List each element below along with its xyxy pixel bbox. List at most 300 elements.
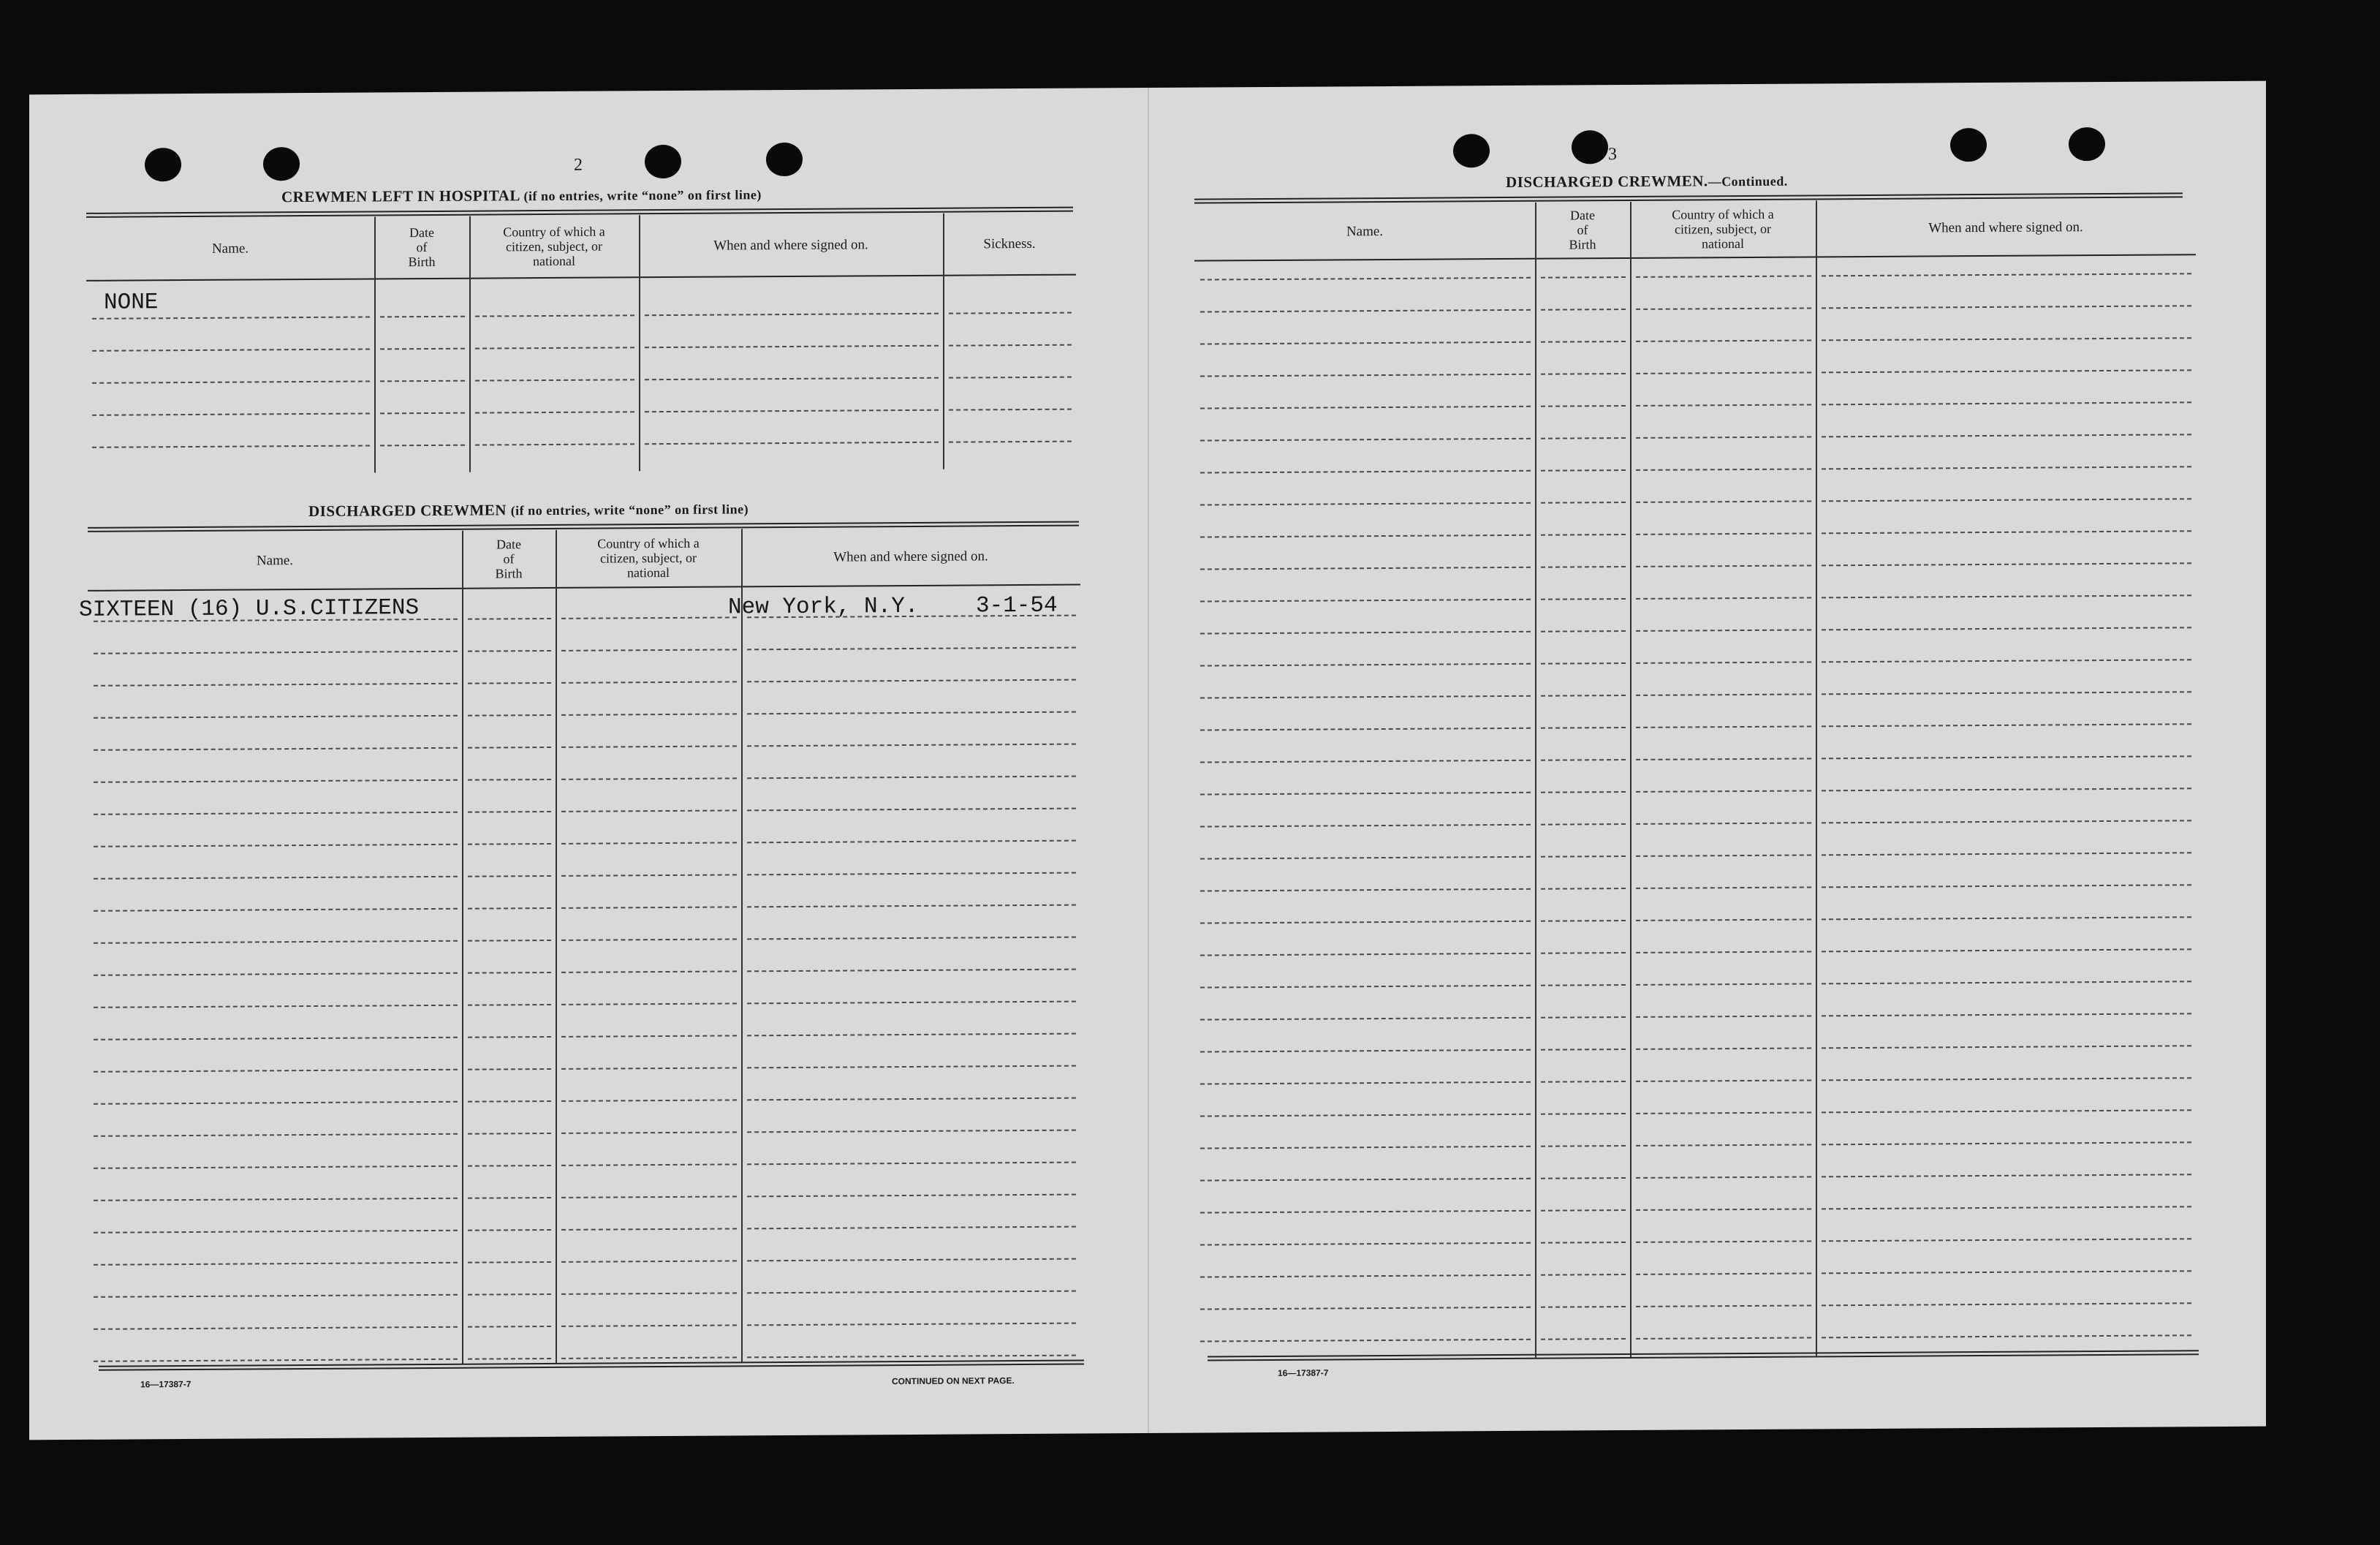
punch-hole — [645, 145, 681, 178]
ruled-line — [1636, 564, 1811, 567]
ruled-line — [1636, 918, 1811, 921]
ruled-line — [1541, 1113, 1626, 1115]
ruled-line — [1200, 1242, 1531, 1246]
ruled-line — [1636, 597, 1811, 599]
ruled-line — [1541, 534, 1626, 536]
ruled-line — [1541, 662, 1626, 665]
ruled-line — [1822, 981, 2191, 984]
hospital-table — [86, 213, 1076, 475]
ruled-line — [94, 1294, 458, 1298]
ruled-line — [561, 745, 737, 747]
ruled-line — [1541, 1274, 1626, 1276]
ruled-line — [1541, 341, 1626, 343]
ruled-line — [475, 314, 634, 317]
ruled-line — [1200, 470, 1531, 474]
ruled-line — [468, 1293, 551, 1296]
ruled-line — [1636, 500, 1811, 502]
discharged-table — [88, 527, 1080, 1367]
ruled-line — [94, 1230, 458, 1234]
ruled-line — [1636, 1111, 1811, 1114]
ruled-line — [1541, 952, 1626, 954]
ruled-line — [1541, 1306, 1626, 1308]
ruled-line — [1636, 1208, 1811, 1210]
ruled-line — [1200, 695, 1531, 699]
ruled-line — [1541, 1049, 1626, 1051]
ruled-line — [94, 651, 458, 654]
ruled-line — [1200, 921, 1531, 924]
column-header: Country of which a citizen, subject, or national — [597, 535, 700, 581]
ruled-line — [1822, 787, 2191, 791]
ruled-line — [1822, 369, 2191, 373]
column-divider — [462, 531, 463, 1364]
ruled-line — [1541, 888, 1626, 890]
ruled-line — [1541, 1145, 1626, 1147]
ruled-line — [561, 681, 737, 683]
ruled-line — [561, 1292, 737, 1294]
ruled-line — [94, 1037, 458, 1040]
ruled-line — [1822, 1238, 2191, 1242]
ruled-line — [1200, 1339, 1531, 1342]
ruled-line — [747, 1033, 1076, 1037]
ruled-line — [1822, 466, 2191, 469]
column-header: Country of which a citizen, subject, or national — [503, 224, 605, 269]
ruled-line — [380, 412, 465, 415]
column-header: Name. — [256, 552, 294, 568]
column-header: Country of which a citizen, subject, or national — [1672, 206, 1774, 252]
ruled-line — [468, 682, 551, 684]
ruled-line — [1822, 337, 2191, 341]
discharged-section-title: DISCHARGED CREWMEN (if no entries, write “none” on first line) — [308, 501, 749, 521]
punch-hole — [2069, 127, 2105, 161]
ruled-line — [380, 348, 465, 350]
ruled-line — [1541, 1242, 1626, 1244]
punch-hole — [766, 143, 803, 176]
ruled-line — [92, 380, 370, 383]
punch-hole — [145, 148, 181, 181]
column-divider — [1535, 203, 1536, 1358]
ruled-line — [1200, 663, 1531, 667]
ruled-line — [561, 713, 737, 715]
ruled-line — [1636, 275, 1811, 277]
ruled-line — [92, 348, 370, 351]
ruled-line — [1822, 691, 2191, 695]
ruled-line — [1636, 371, 1811, 374]
ruled-line — [561, 874, 737, 876]
ruled-line — [1636, 307, 1811, 309]
ruled-line — [1636, 339, 1811, 341]
ruled-line — [561, 1131, 737, 1133]
page-number: 2 — [574, 155, 583, 175]
ruled-line — [1822, 273, 2191, 276]
ruled-line — [1541, 920, 1626, 922]
discharged-continued-title: DISCHARGED CREWMEN.—Continued. — [1506, 172, 1788, 192]
ruled-line — [1200, 1210, 1531, 1214]
ruled-line — [1636, 886, 1811, 888]
ruled-line — [1541, 469, 1626, 472]
ruled-line — [747, 647, 1076, 651]
ruled-line — [561, 1035, 737, 1037]
ruled-line — [1822, 884, 2191, 888]
column-header: When and where signed on. — [713, 236, 868, 254]
ruled-line — [1822, 434, 2191, 437]
discharged-entry-place: New York, N.Y. — [728, 593, 919, 621]
ruled-line — [1541, 727, 1626, 729]
ruled-line — [561, 616, 737, 619]
ruled-line — [747, 1098, 1076, 1101]
ruled-line — [1200, 1081, 1531, 1085]
ruled-line — [94, 972, 458, 976]
ruled-line — [747, 1355, 1076, 1359]
ruled-line — [1636, 758, 1811, 760]
ruled-line — [94, 779, 458, 783]
ruled-line — [1822, 916, 2191, 920]
ruled-line — [1541, 1081, 1626, 1083]
ruled-line — [561, 1067, 737, 1069]
ruled-line — [1541, 791, 1626, 793]
punch-hole — [1572, 130, 1608, 164]
ruled-line — [468, 1358, 551, 1360]
ruled-line — [1822, 1270, 2191, 1274]
ruled-line — [1636, 1240, 1811, 1242]
ruled-line — [1200, 599, 1531, 602]
ruled-line — [1541, 823, 1626, 826]
ruled-line — [1636, 790, 1811, 792]
ruled-line — [1636, 1272, 1811, 1274]
ruled-line — [1822, 1045, 2191, 1049]
hospital-entry-name: NONE — [104, 290, 159, 316]
ruled-line — [1541, 566, 1626, 568]
ruled-line — [1541, 695, 1626, 697]
ruled-line — [747, 711, 1076, 715]
ruled-line — [1822, 1334, 2191, 1338]
ruled-line — [1200, 792, 1531, 796]
ruled-line — [1541, 373, 1626, 375]
ruled-line — [1822, 1302, 2191, 1306]
ruled-line — [747, 776, 1076, 779]
ruled-line — [645, 345, 939, 348]
ruled-line — [94, 1198, 458, 1201]
ruled-line — [94, 1005, 458, 1008]
column-header: When and where signed on. — [1928, 219, 2083, 235]
ruled-line — [747, 1258, 1076, 1262]
ruled-line — [645, 409, 939, 412]
ruled-line — [747, 808, 1076, 812]
ruled-line — [94, 747, 458, 751]
ruled-line — [1200, 953, 1531, 956]
ruled-line — [1541, 598, 1626, 600]
column-header: Sickness. — [983, 235, 1036, 252]
ruled-line — [561, 842, 737, 844]
ruled-line — [1200, 824, 1531, 828]
ruled-line — [747, 1130, 1076, 1133]
ruled-line — [1822, 1206, 2191, 1209]
ruled-line — [1541, 405, 1626, 407]
ruled-line — [561, 1228, 737, 1230]
ruled-line — [1822, 401, 2191, 405]
ruled-line — [1200, 374, 1531, 377]
ruled-line — [1200, 1146, 1531, 1149]
ruled-line — [468, 1068, 551, 1070]
form-number: 16—17387-7 — [140, 1378, 192, 1390]
ruled-line — [949, 441, 1072, 443]
ruled-line — [1636, 1144, 1811, 1146]
ruled-line — [747, 1194, 1076, 1198]
column-header: Date of Birth — [408, 224, 436, 270]
ruled-line — [475, 347, 634, 349]
ruled-line — [1541, 309, 1626, 311]
ruled-line — [468, 618, 551, 620]
ruled-line — [1200, 567, 1531, 570]
ruled-line — [468, 907, 551, 910]
ruled-line — [1636, 693, 1811, 695]
ruled-line — [1636, 854, 1811, 856]
ruled-line — [747, 1001, 1076, 1005]
ruled-line — [1200, 760, 1531, 763]
ruled-line — [1822, 755, 2191, 759]
ruled-line — [1636, 983, 1811, 985]
ruled-line — [468, 972, 551, 974]
column-header: Date of Birth — [1569, 208, 1596, 252]
ruled-line — [94, 908, 458, 912]
ruled-line — [1822, 498, 2191, 502]
ruled-line — [561, 809, 737, 812]
ruled-line — [1541, 1338, 1626, 1340]
ruled-line — [1822, 1109, 2191, 1113]
page-number: 3 — [1608, 145, 1617, 165]
ruled-line — [747, 969, 1076, 972]
ruled-line — [1541, 502, 1626, 504]
ruled-line — [94, 844, 458, 847]
ruled-line — [1636, 1176, 1811, 1178]
ruled-line — [468, 875, 551, 877]
ruled-line — [468, 1004, 551, 1006]
ruled-line — [1822, 1077, 2191, 1081]
ruled-line — [468, 843, 551, 845]
ruled-line — [1541, 630, 1626, 632]
ruled-line — [1636, 1337, 1811, 1339]
ruled-line — [561, 1099, 737, 1101]
punch-hole — [1453, 134, 1490, 167]
ruled-line — [468, 650, 551, 652]
ruled-line — [747, 904, 1076, 908]
ruled-line — [1200, 277, 1531, 281]
ruled-line — [561, 906, 737, 908]
ruled-line — [561, 938, 737, 940]
ruled-line — [1200, 888, 1531, 892]
ruled-line — [1541, 1177, 1626, 1179]
ruled-line — [747, 872, 1076, 876]
ruled-line — [1822, 1174, 2191, 1177]
ruled-line — [1200, 1307, 1531, 1310]
ruled-line — [747, 1162, 1076, 1166]
ruled-line — [1200, 438, 1531, 442]
ruled-line — [561, 777, 737, 779]
ruled-line — [1636, 629, 1811, 631]
column-divider — [741, 529, 743, 1362]
ruled-line — [949, 344, 1072, 347]
ruled-line — [561, 1356, 737, 1359]
ruled-line — [1200, 1017, 1531, 1021]
ruled-line — [475, 379, 634, 381]
ruled-line — [94, 1262, 458, 1266]
ruled-line — [1636, 1015, 1811, 1017]
punch-hole — [1950, 128, 1987, 162]
ruled-line — [94, 683, 458, 687]
ruled-line — [1200, 1274, 1531, 1278]
ruled-line — [1822, 1013, 2191, 1016]
ruled-line — [747, 744, 1076, 747]
ruled-line — [92, 316, 370, 319]
ruled-line — [1822, 852, 2191, 855]
ruled-line — [380, 380, 465, 382]
ruled-line — [747, 937, 1076, 940]
ruled-line — [1822, 627, 2191, 630]
ruled-line — [94, 715, 458, 719]
ruled-line — [1200, 631, 1531, 635]
ruled-line — [94, 940, 458, 944]
ruled-line — [468, 1261, 551, 1263]
ruled-line — [1822, 820, 2191, 823]
ruled-line — [1636, 725, 1811, 728]
ruled-line — [94, 812, 458, 815]
ruled-line — [94, 1133, 458, 1137]
ruled-line — [475, 411, 634, 413]
discharged-entry-date: 3-1-54 — [976, 592, 1058, 619]
discharged-entry-name: SIXTEEN (16) U.S.CITIZENS — [79, 595, 420, 623]
ruled-line — [468, 1197, 551, 1199]
ruled-line — [1541, 276, 1626, 279]
ruled-line — [468, 779, 551, 781]
ruled-line — [1822, 1141, 2191, 1145]
ruled-line — [1200, 406, 1531, 409]
ruled-line — [94, 1359, 458, 1362]
ruled-line — [1200, 534, 1531, 538]
ruled-line — [468, 1100, 551, 1103]
ruled-line — [468, 1326, 551, 1328]
ruled-line — [747, 1065, 1076, 1069]
column-divider — [1630, 202, 1631, 1357]
column-header: Name. — [211, 241, 249, 257]
ruled-line — [561, 1163, 737, 1166]
ruled-line — [1200, 856, 1531, 860]
ruled-line — [1822, 530, 2191, 534]
ruled-line — [747, 840, 1076, 844]
ruled-line — [1636, 532, 1811, 534]
ruled-line — [1200, 1178, 1531, 1182]
column-header: Name. — [1346, 223, 1384, 239]
column-header: When and where signed on. — [833, 548, 988, 565]
ruled-line — [1200, 341, 1531, 345]
ruled-line — [92, 412, 370, 415]
discharged-continued-table — [1194, 198, 2196, 1359]
ruled-line — [1541, 855, 1626, 858]
ruled-line — [1636, 1304, 1811, 1307]
ruled-line — [645, 313, 939, 316]
ruled-line — [94, 1069, 458, 1073]
right-page — [1148, 81, 2267, 1433]
ruled-line — [1636, 822, 1811, 824]
ruled-line — [1822, 659, 2191, 662]
ruled-line — [468, 1036, 551, 1038]
ruled-line — [475, 443, 634, 445]
ruled-line — [1636, 468, 1811, 470]
ruled-line — [1541, 1209, 1626, 1212]
manifest-sheet — [29, 81, 2266, 1440]
ruled-line — [468, 940, 551, 942]
column-divider — [1816, 200, 1817, 1356]
ruled-line — [92, 445, 370, 447]
ruled-line — [747, 679, 1076, 683]
ruled-line — [1541, 1016, 1626, 1019]
ruled-line — [1200, 728, 1531, 731]
ruled-line — [94, 876, 458, 880]
ruled-line — [561, 1195, 737, 1198]
ruled-line — [1636, 436, 1811, 438]
ruled-line — [561, 649, 737, 651]
ruled-line — [1822, 948, 2191, 952]
ruled-line — [1636, 1047, 1811, 1049]
column-divider — [556, 530, 557, 1364]
ruled-line — [1822, 723, 2191, 727]
ruled-line — [1636, 661, 1811, 663]
continued-note: CONTINUED ON NEXT PAGE. — [892, 1375, 1015, 1387]
ruled-line — [645, 377, 939, 380]
ruled-line — [1822, 594, 2191, 598]
ruled-line — [468, 1165, 551, 1167]
ruled-line — [468, 1229, 551, 1231]
form-number: 16—17387-7 — [1278, 1367, 1329, 1378]
hospital-section-title: CREWMEN LEFT IN HOSPITAL (if no entries, write “none” on first line) — [281, 186, 762, 206]
ruled-line — [747, 1323, 1076, 1326]
ruled-line — [949, 312, 1072, 314]
ruled-line — [468, 747, 551, 749]
ruled-line — [94, 1101, 458, 1105]
ruled-line — [468, 811, 551, 813]
ruled-line — [1541, 437, 1626, 439]
ruled-line — [1200, 502, 1531, 506]
ruled-line — [645, 442, 939, 445]
ruled-line — [1636, 951, 1811, 953]
ruled-line — [468, 714, 551, 717]
column-header: Date of Birth — [495, 537, 523, 581]
ruled-line — [949, 409, 1072, 411]
ruled-line — [1541, 759, 1626, 761]
ruled-line — [1822, 305, 2191, 309]
ruled-line — [94, 1326, 458, 1330]
ruled-line — [1200, 309, 1531, 313]
ruled-line — [1200, 985, 1531, 989]
ruled-line — [561, 1324, 737, 1326]
ruled-line — [1636, 404, 1811, 406]
ruled-line — [1200, 1114, 1531, 1117]
ruled-line — [747, 1226, 1076, 1230]
ruled-line — [380, 316, 465, 318]
ruled-line — [1200, 1049, 1531, 1053]
ruled-line — [561, 970, 737, 972]
left-page — [29, 88, 1148, 1440]
punch-hole — [263, 147, 300, 181]
ruled-line — [747, 1291, 1076, 1294]
ruled-line — [94, 1166, 458, 1169]
ruled-line — [561, 1002, 737, 1005]
ruled-line — [1636, 1079, 1811, 1081]
ruled-line — [1541, 984, 1626, 986]
ruled-line — [380, 445, 465, 447]
ruled-line — [949, 377, 1072, 379]
ruled-line — [1822, 562, 2191, 566]
ruled-line — [561, 1260, 737, 1262]
ruled-line — [468, 1133, 551, 1135]
